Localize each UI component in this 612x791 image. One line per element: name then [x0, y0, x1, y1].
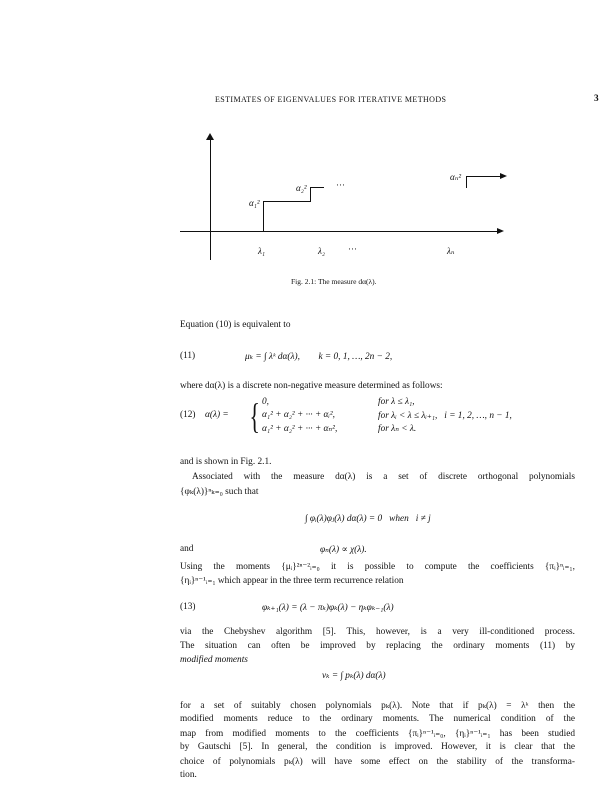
axis-label-lambda-1: λ₁	[258, 246, 266, 256]
text-line: {φₖ(λ)}ⁿₖ₌₀ such that	[180, 487, 259, 497]
text-line: tion.	[180, 770, 197, 780]
figure-caption: Fig. 2.1: The measure dα(λ).	[291, 277, 377, 286]
axis-label-lambda-2: λ₂	[318, 246, 326, 256]
text-line: and	[180, 544, 194, 554]
step-label-2: α₂²	[296, 183, 307, 193]
text-line: for a set of suitably chosen polynomials pₖ(λ). Note that if pₖ(λ) = λᵏ then the	[180, 701, 575, 711]
equation-orthogonality: ∫ φᵢ(λ)φⱼ(λ) dα(λ) = 0 when i ≠ j	[305, 514, 431, 524]
text-line: where dα(λ) is a discrete non-negative measure determined as follows:	[180, 381, 443, 391]
equation-12-lhs: α(λ) =	[205, 410, 229, 420]
step-label-1: α₁²	[249, 198, 260, 208]
step-label-ellipsis: ···	[336, 180, 345, 190]
text-line: by Gautschi [5]. In general, the condition is improved. However, it is clear that the	[180, 742, 575, 752]
y-axis-arrow-icon	[206, 133, 214, 140]
text-line: modified moments reduce to the ordinary moments. The numerical condition of the	[180, 714, 575, 724]
equation-11: μₖ = ∫ λᵏ dα(λ), k = 0, 1, …, 2n − 2,	[245, 352, 393, 362]
step-label-n: αₙ²	[450, 172, 462, 182]
equation-number-13: (13)	[180, 602, 196, 612]
text-line: The situation can often be improved by replacing the ordinary moments (11) by	[180, 641, 575, 651]
case-2-condition: for λᵢ < λ ≤ λᵢ₊₁, i = 1, 2, …, n − 1,	[378, 411, 512, 421]
step-arrow-icon	[500, 173, 507, 179]
step-2	[310, 187, 324, 188]
text-line: Using the moments {μᵢ}²ⁿ⁻²ᵢ₌₀ it is possible to compute the coefficients {πᵢ}ⁿᵢ₌₁,	[180, 562, 575, 572]
text-line: and is shown in Fig. 2.1.	[180, 457, 272, 467]
text-line: Associated with the measure dα(λ) is a set of discrete orthogonal polynomials	[192, 472, 575, 482]
equation-chi: φₙ(λ) ∝ χ(λ).	[320, 545, 367, 555]
equation-modified-moments: νₖ = ∫ pₖ(λ) dα(λ)	[322, 671, 386, 681]
case-2: α₁² + α₂² + ··· + αᵢ²,	[262, 410, 335, 420]
case-1-condition: for λ ≤ λ₁,	[378, 397, 415, 407]
text-line: Equation (10) is equivalent to	[180, 320, 291, 330]
step-riser-1	[263, 201, 264, 231]
text-line: modified moments	[180, 655, 248, 665]
equation-13: φₖ₊₁(λ) = (λ − πₖ)φₖ(λ) − ηₖφₖ₋₁(λ)	[262, 603, 394, 613]
case-3: α₁² + α₂² + ··· + αₙ²,	[262, 424, 338, 434]
text-line: map from modified moments to the coefficients {πᵢ}ⁿ⁻¹ᵢ₌₀, {ηᵢ}ⁿ⁻¹ᵢ₌₁ has been studied	[180, 729, 575, 739]
text-line: choice of polynomials pₖ(λ) will have some effect on the stability of the transforma-	[180, 757, 575, 767]
equation-number-12: (12)	[180, 410, 196, 420]
text-line: via the Chebyshev algorithm [5]. This, however, is a very ill-conditioned process.	[180, 627, 575, 637]
page-number: 3	[594, 94, 599, 104]
y-axis	[210, 138, 211, 260]
step-riser-n	[466, 176, 467, 188]
step-1	[263, 201, 311, 202]
equation-number-11: (11)	[180, 351, 196, 361]
axis-label-lambda-n: λₙ	[447, 246, 455, 256]
axis-label-ellipsis: ···	[348, 244, 357, 254]
case-3-condition: for λₙ < λ.	[378, 424, 417, 434]
x-axis	[180, 231, 498, 232]
brace-icon: {	[249, 396, 260, 436]
running-header: ESTIMATES OF EIGENVALUES FOR ITERATIVE METHODS	[215, 95, 447, 104]
step-riser-2	[310, 187, 311, 202]
case-1: 0,	[262, 397, 269, 407]
step-n	[466, 176, 502, 177]
x-axis-arrow-icon	[497, 228, 504, 234]
text-line: {ηᵢ}ⁿ⁻¹ᵢ₌₁ which appear in the three term recurrence relation	[180, 576, 404, 586]
